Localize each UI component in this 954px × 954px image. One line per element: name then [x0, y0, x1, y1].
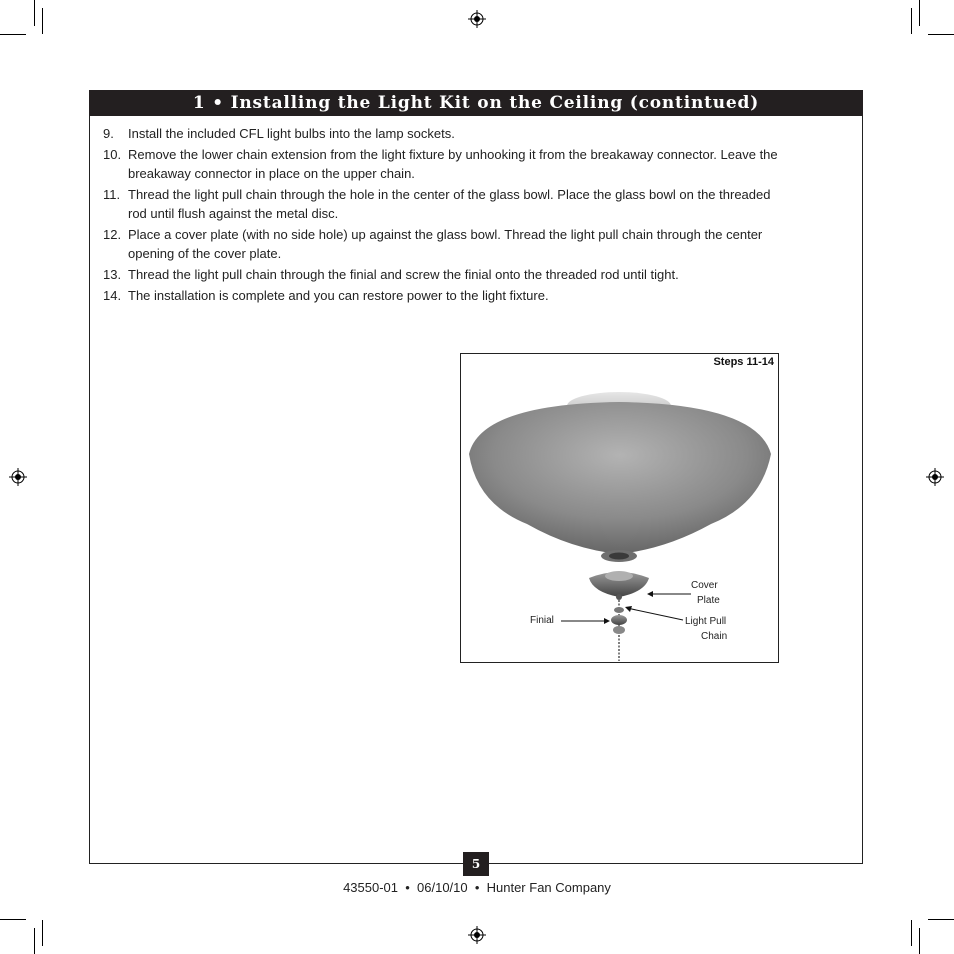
crop-mark: [34, 928, 35, 954]
instruction-step: [103, 185, 783, 223]
step-number: 9.: [103, 126, 114, 141]
instruction-step: [103, 145, 783, 183]
crop-mark: [0, 919, 26, 920]
step-number: 10.: [103, 147, 122, 162]
crop-mark: [0, 34, 26, 35]
registration-mark-icon: [925, 467, 945, 487]
crop-mark: [928, 919, 954, 920]
cover-plate-label: [691, 578, 720, 608]
crop-mark: [34, 0, 35, 26]
crop-mark: [911, 8, 912, 34]
callout-line: Cover: [691, 580, 718, 591]
step-number: 12.: [103, 227, 122, 242]
registration-mark-icon: [8, 467, 28, 487]
instruction-step: [103, 286, 783, 305]
step-text: Install the included CFL light bulbs into the lamp sockets.: [128, 126, 455, 141]
footer-text: 43550-01 • 06/10/10 • Hunter Fan Company: [343, 880, 611, 895]
section-title: 1 • Installing the Light Kit on the Ceiling (contintued): [89, 90, 863, 116]
finial-label: Finial: [530, 615, 554, 626]
step-text: Thread the light pull chain through the finial and screw the finial onto the threaded rod until tight.: [128, 267, 679, 282]
step-text: Thread the light pull chain through the hole in the center of the glass bowl. Place the glass bowl on the threaded rod until flush against the metal disc.: [128, 187, 771, 221]
callout-line: Plate: [697, 595, 720, 606]
step-number: 11.: [103, 187, 121, 202]
crop-mark: [919, 0, 920, 26]
instruction-step: [103, 265, 783, 284]
page-number: 5: [463, 852, 489, 876]
crop-mark: [911, 920, 912, 946]
instruction-list: [103, 124, 783, 307]
figure-title: Steps 11-14: [713, 356, 774, 368]
instruction-step: [103, 124, 783, 143]
light-kit-illustration: [460, 353, 779, 663]
step-number: 14.: [103, 288, 122, 303]
step-number: 13.: [103, 267, 122, 282]
callout-line: Light Pull: [685, 616, 727, 627]
light-pull-chain-label: [685, 614, 727, 644]
crop-mark: [919, 928, 920, 954]
instruction-step: [103, 225, 783, 263]
crop-mark: [42, 8, 43, 34]
crop-mark: [42, 920, 43, 946]
registration-mark-icon: [467, 9, 487, 29]
step-text: The installation is complete and you can restore power to the light fixture.: [128, 288, 549, 303]
crop-mark: [928, 34, 954, 35]
registration-mark-icon: [467, 925, 487, 945]
step-text: Remove the lower chain extension from the light fixture by unhooking it from the breakaway connector. Leave the breakaway connector in place on the upper chain.: [128, 147, 778, 181]
step-text: Place a cover plate (with no side hole) up against the glass bowl. Thread the light pull chain through the center opening of the cover plate.: [128, 227, 763, 261]
callout-line: Chain: [701, 631, 728, 642]
glass-bowl-drawing: [461, 354, 777, 661]
